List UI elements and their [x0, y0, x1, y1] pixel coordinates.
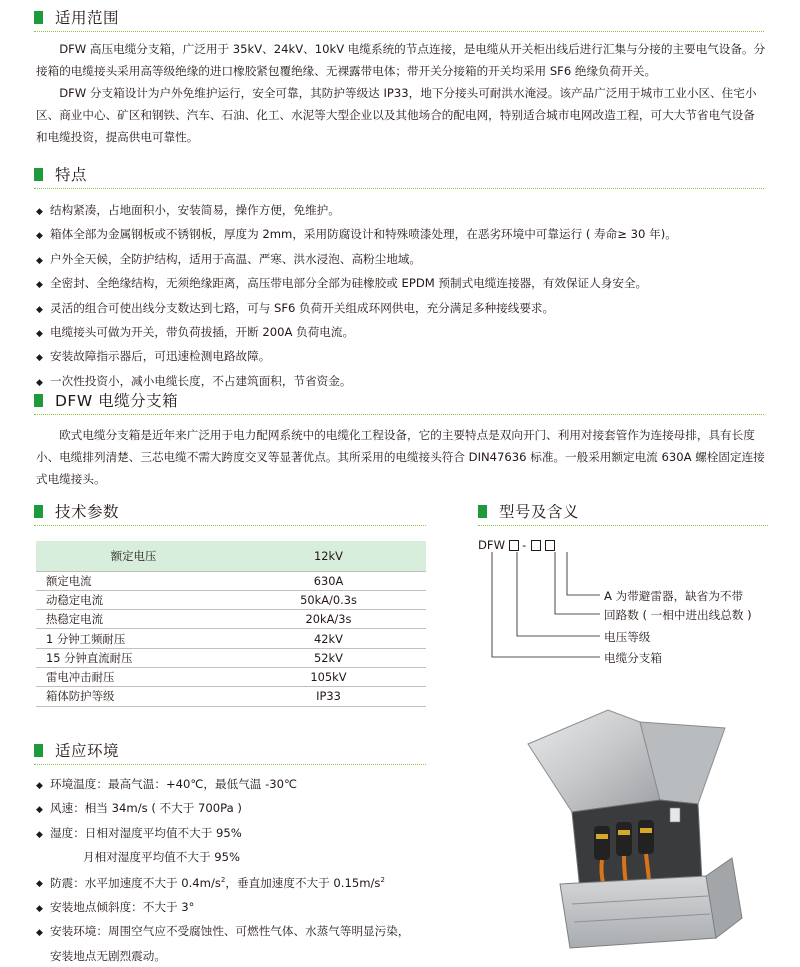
- table-row: [36, 629, 426, 648]
- green-bar-icon: [478, 505, 487, 518]
- diamond-bullet-icon: ◆: [36, 207, 43, 217]
- section-header-model: [478, 500, 579, 522]
- model-label: 电缆分支箱: [604, 651, 662, 665]
- table-row: [36, 648, 426, 667]
- green-bar-icon: [34, 744, 43, 757]
- param-value: 12kV: [231, 541, 426, 571]
- dotted-rule: [478, 525, 768, 526]
- section-title: 技术参数: [55, 503, 120, 521]
- cable-branch-box-image: [520, 708, 750, 952]
- diamond-bullet-icon: ◆: [36, 829, 43, 840]
- list-item: ◆ 安装环境：周围空气应不受腐蚀性、可燃性气体、水蒸气等明显污染，: [36, 920, 409, 944]
- model-code-diagram: [478, 538, 778, 668]
- table-row: [36, 610, 426, 629]
- list-item: ◆ 户外全天候，全防护结构，适用于高温、严寒、洪水浸泡、高粉尘地域。: [36, 248, 677, 272]
- section-header-features: [34, 163, 87, 185]
- list-item: ◆ 箱体全部为金属钢板或不锈钢板，厚度为 2mm，采用防腐设计和特殊喷漆处理，在恶劣环境中可靠运行 ( 寿命≥ 30 年)。: [36, 223, 677, 247]
- table-header-row: [36, 541, 426, 571]
- param-name: 1 分钟工频耐压: [36, 629, 231, 648]
- code-dash: -: [522, 538, 527, 552]
- list-item: ◆ 一次性投资小，减小电缆长度，不占建筑面积，节省资金。: [36, 370, 677, 394]
- table-row: [36, 590, 426, 609]
- list-item: ◆ 安装故障指示器后，可迅速检测电路故障。: [36, 345, 677, 369]
- list-item: ◆ 灵活的组合可使出线分支数达到七路，可与 SF6 负荷开关组成环网供电，充分满足多种接线要求。: [36, 297, 677, 321]
- diamond-bullet-icon: ◆: [36, 304, 43, 315]
- list-item: ◆ 结构紧凑，占地面积小，安装简易，操作方便，免维护。: [36, 199, 677, 223]
- model-label: 回路数 ( 一相中进出线总数 ): [604, 608, 752, 622]
- green-bar-icon: [34, 394, 43, 407]
- diamond-bullet-icon: ◆: [36, 255, 43, 266]
- diamond-bullet-icon: ◆: [36, 329, 43, 340]
- features-list: [36, 199, 677, 394]
- dotted-rule: [34, 525, 426, 526]
- scope-text: [36, 38, 766, 148]
- model-label: 电压等级: [604, 630, 651, 644]
- param-value: 50kA/0.3s: [231, 590, 426, 609]
- diamond-bullet-icon: ◆: [36, 280, 43, 291]
- list-item: ◆ 湿度：日相对湿度平均值不大于 95%: [36, 822, 409, 846]
- param-name: 额定电流: [36, 571, 231, 590]
- list-item: 月相对湿度平均值不大于 95%: [83, 850, 240, 865]
- paragraph: DFW 高压电缆分支箱，广泛用于 35kV、24kV、10kV 电缆系统的节点连接，是电缆从开关柜出线后进行汇集与分接的主要电气设备。分接箱的电缆接头采用高等级绝缘的进口橡胶紧包覆绝缘、无裸露带电体；带开关分接箱的开关均采用 SF6 绝缘负荷开关。: [36, 42, 766, 78]
- param-name: 热稳定电流: [36, 610, 231, 629]
- diamond-bullet-icon: ◆: [36, 879, 43, 890]
- param-value: IP33: [231, 687, 426, 706]
- param-name: 额定电压: [36, 541, 231, 571]
- diamond-bullet-icon: ◆: [36, 805, 43, 816]
- dotted-rule: [34, 188, 764, 189]
- diamond-bullet-icon: ◆: [36, 903, 43, 914]
- section-title: 型号及含义: [499, 503, 580, 521]
- dotted-rule: [34, 764, 426, 765]
- env-list: [36, 773, 409, 967]
- diamond-bullet-icon: ◆: [36, 377, 43, 388]
- list-item: 安装地点无剧烈震动。: [50, 948, 166, 963]
- section-header-env: [34, 739, 119, 761]
- list-item: ◆ 全密封、全绝缘结构，无须绝缘距离，高压带电部分全部为硅橡胶或 EPDM 预制式电缆连接器，有效保证人身安全。: [36, 272, 677, 296]
- table-row: [36, 667, 426, 686]
- green-bar-icon: [34, 168, 43, 181]
- section-header-scope: [34, 6, 119, 28]
- param-value: 42kV: [231, 629, 426, 648]
- param-name: 雷电冲击耐压: [36, 667, 231, 686]
- param-value: 105kV: [231, 667, 426, 686]
- list-item: ◆ 电缆接头可做为开关，带负荷拔插，开断 200A 负荷电流。: [36, 321, 677, 345]
- section-title: DFW 电缆分支箱: [55, 392, 179, 410]
- param-value: 20kA/3s: [231, 610, 426, 629]
- list-item: ◆ 防震：水平加速度不大于 $0.4m/s^2$，垂直加速度不大于 $0.15m/s^2$: [36, 869, 409, 896]
- section-title: 特点: [55, 166, 88, 184]
- list-item: ◆ 环境温度：最高气温：+40℃，最低气温 -30℃: [36, 773, 409, 797]
- table-row: [36, 571, 426, 590]
- model-prefix: DFW: [478, 538, 506, 552]
- paragraph: 欧式电缆分支箱是近年来广泛用于电力配网系统中的电缆化工程设备，它的主要特点是双向开门、利用对接套管作为连接母排，具有长度小、电缆排列清楚、三芯电缆不需大跨度交叉等显著优点。其所采用的电缆接头符合 DIN47636 标准。一般采用额定电流 630A 螺栓固定连接式电缆接头。: [36, 428, 765, 486]
- dotted-rule: [34, 31, 764, 32]
- param-value: 630A: [231, 571, 426, 590]
- dotted-rule: [34, 414, 764, 415]
- param-name: 15 分钟直流耐压: [36, 648, 231, 667]
- tech-spec-table: [36, 541, 426, 707]
- param-name: 箱体防护等级: [36, 687, 231, 706]
- section-title: 适用范围: [55, 9, 120, 27]
- list-item: ◆ 风速：相当 34m/s ( 不大于 700Pa ): [36, 797, 409, 821]
- section-title: 适应环境: [55, 742, 120, 760]
- param-name: 动稳定电流: [36, 590, 231, 609]
- diamond-bullet-icon: ◆: [36, 353, 43, 364]
- param-value: 52kV: [231, 648, 426, 667]
- diamond-bullet-icon: ◆: [36, 928, 43, 939]
- diamond-bullet-icon: ◆: [36, 231, 43, 242]
- section-header-tech: [34, 500, 119, 522]
- diamond-bullet-icon: ◆: [36, 781, 43, 791]
- model-label: A 为带避雷器，缺省为不带: [604, 589, 744, 603]
- dfw-text: [36, 424, 766, 490]
- table-row: [36, 687, 426, 706]
- section-header-dfw: [34, 389, 178, 411]
- paragraph: DFW 分支箱设计为户外免维护运行，安全可靠，其防护等级达 IP33，地下分接头可耐洪水淹浸。该产品广泛用于城市工业小区、住宅小区、商业中心、矿区和钢铁、汽车、石油、化工、水泥等大型企业以及其他场合的配电网，特别适合城市电网改造工程，可大大节省电气设备和电缆投资，提高供电可靠性。: [36, 86, 757, 144]
- green-bar-icon: [34, 11, 43, 24]
- list-item: ◆ 安装地点倾斜度：不大于 3°: [36, 896, 409, 920]
- green-bar-icon: [34, 505, 43, 518]
